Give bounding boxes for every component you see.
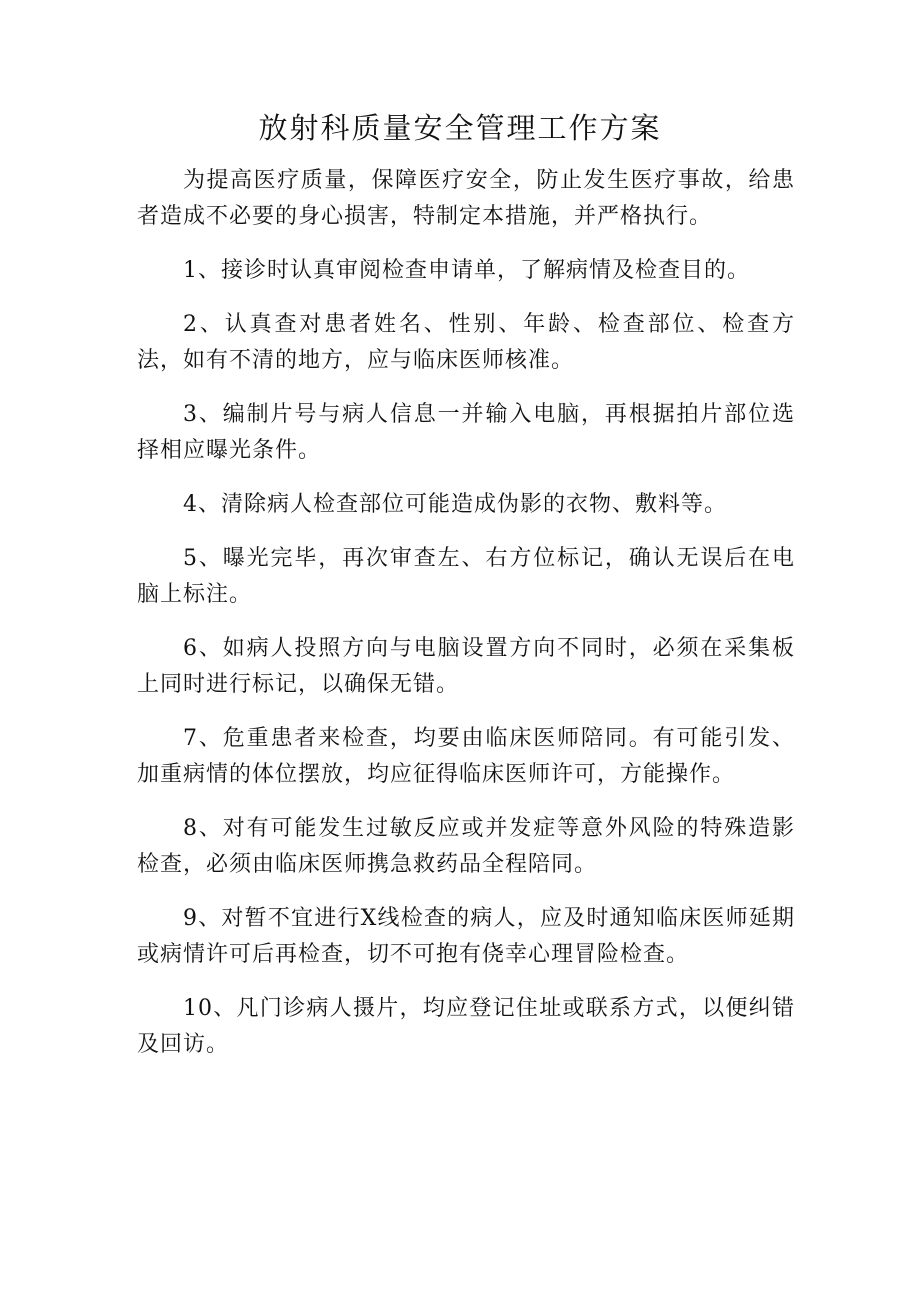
rule-5-paragraph: 5、曝光完毕，再次审查左、右方位标记，确认无误后在电脑上标注。: [137, 546, 795, 607]
rule-3-paragraph: 3、编制片号与病人信息一并输入电脑，再根据拍片部位选择相应曝光条件。: [137, 402, 795, 463]
rule-2-paragraph: 2、认真查对患者姓名、性别、年龄、检查部位、检查方法，如有不清的地方，应与临床医师核准。: [137, 312, 795, 373]
rule-10-paragraph: 10、凡门诊病人摄片，均应登记住址或联系方式，以便纠错及回访。: [137, 996, 795, 1057]
rule-7-paragraph: 7、危重患者来检查，均要由临床医师陪同。有可能引发、加重病情的体位摆放，均应征得临床医师许可，方能操作。: [137, 726, 795, 787]
rule-1-paragraph: 1、接诊时认真审阅检查申请单，了解病情及检查目的。: [183, 258, 750, 283]
rule-6-paragraph: 6、如病人投照方向与电脑设置方向不同时，必须在采集板上同时进行标记，以确保无错。: [137, 636, 795, 697]
rule-4-paragraph: 4、清除病人检查部位可能造成伪影的衣物、敷料等。: [183, 492, 727, 517]
rule-9-paragraph: 9、对暂不宜进行X线检查的病人，应及时通知临床医师延期或病情许可后再检查，切不可抱有侥幸心理冒险检查。: [137, 906, 795, 967]
intro-paragraph: 为提高医疗质量，保障医疗安全，防止发生医疗事故，给患者造成不必要的身心损害，特制定本措施，并严格执行。: [137, 168, 795, 229]
document-body: [137, 163, 795, 1081]
document-title: 放射科质量安全管理工作方案: [258, 111, 662, 145]
rule-8-paragraph: 8、对有可能发生过敏反应或并发症等意外风险的特殊造影检查，必须由临床医师携急救药品全程陪同。: [137, 816, 795, 877]
